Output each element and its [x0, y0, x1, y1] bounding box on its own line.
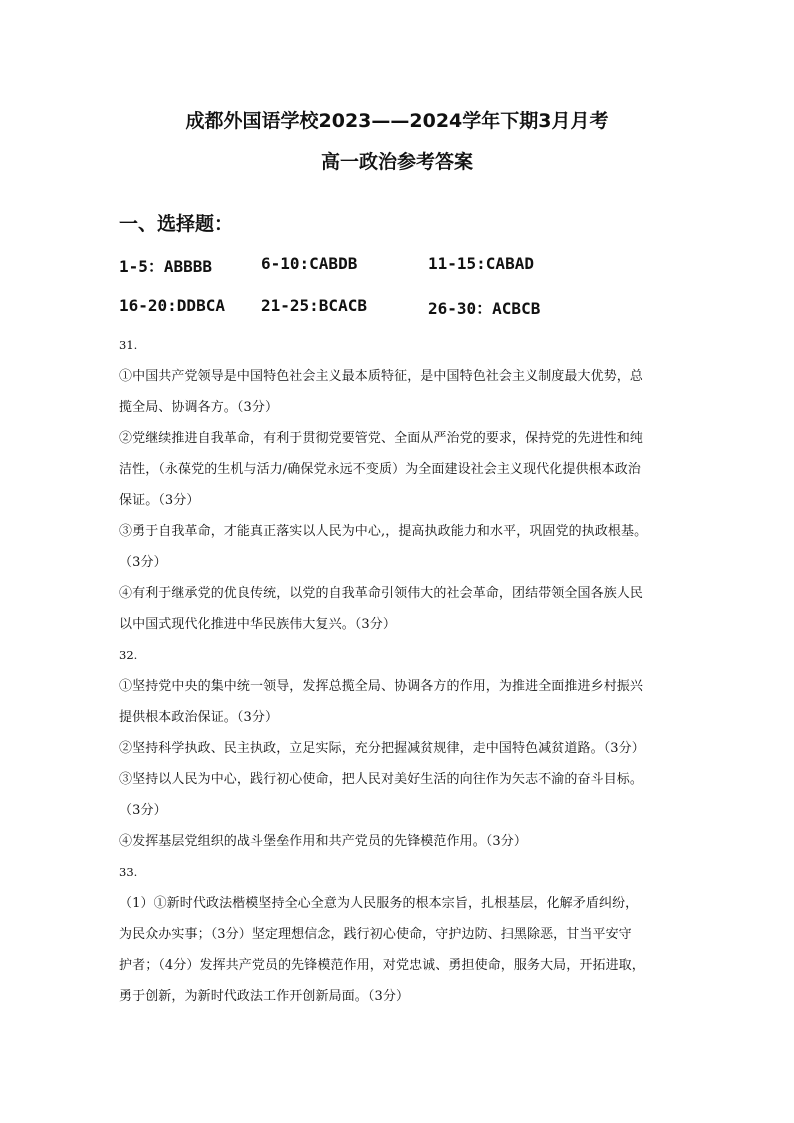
answer-line: ①坚持党中央的集中统一领导，发挥总揽全局、协调各方的作用，为推进全面推进乡村振兴	[119, 679, 644, 694]
answer-group: 11-15:CABAD	[428, 254, 534, 273]
answer-line: 保证。（3分）	[119, 493, 200, 508]
answer-line: ④有利于继承党的优良传统，以党的自我革命引领伟大的社会革命，团结带领全国各族人民	[119, 586, 644, 601]
answer-line: ③坚持以人民为中心，践行初心使命，把人民对美好生活的向往作为矢志不渝的奋斗目标。	[119, 772, 644, 787]
answer-group: 1-5：ABBBB	[119, 257, 213, 276]
answer-line: ④发挥基层党组织的战斗堡垒作用和共产党员的先锋模范作用。（3分）	[119, 834, 527, 849]
answer-line: （1）①新时代政法楷模坚持全心全意为人民服务的根本宗旨，扎根基层，化解矛盾纠纷，	[119, 896, 639, 911]
answer-group: 16-20:DDBCA	[119, 296, 225, 315]
answer-line: （3分）	[119, 803, 167, 818]
answer-group: 6-10:CABDB	[261, 254, 358, 273]
answer-line: 揽全局、协调各方。（3分）	[119, 400, 279, 415]
answer-line: （3分）	[119, 555, 167, 570]
answer-line: ②坚持科学执政、民主执政，立足实际，充分把握减贫规律，走中国特色减贫道路。（3分）	[119, 741, 645, 756]
question-number-31: 31.	[119, 338, 138, 352]
answer-group: 26-30：ACBCB	[428, 299, 541, 318]
answer-line: 提供根本政治保证。（3分）	[119, 710, 279, 725]
document-title: 成都外国语学校2023——2024学年下期3月月考	[185, 110, 609, 132]
answer-group: 21-25:BCACB	[261, 296, 367, 315]
answer-line: ②党继续推进自我革命，有利于贯彻党要管党、全面从严治党的要求，保持党的先进性和纯	[119, 431, 644, 446]
answer-line: 洁性，（永葆党的生机与活力/确保党永远不变质）为全面建设社会主义现代化提供根本政治	[119, 462, 641, 477]
answer-line: 以中国式现代化推进中华民族伟大复兴。（3分）	[119, 617, 396, 632]
answer-line: 为民众办实事；（3分）坚定理想信念，践行初心使命，守护边防、扫黑除恶，甘当平安守	[119, 927, 632, 942]
answer-line: 护者；（4分）发挥共产党员的先锋模范作用，对党忠诚、勇担使命，服务大局，开拓进取，	[119, 958, 645, 973]
answer-line: 勇于创新，为新时代政法工作开创新局面。（3分）	[119, 989, 410, 1004]
question-number-33: 33.	[119, 865, 138, 879]
answer-line: ①中国共产党领导是中国特色社会主义最本质特征，是中国特色社会主义制度最大优势，总	[119, 369, 644, 384]
section-heading-choice: 一、选择题：	[119, 213, 234, 235]
answer-line: ③勇于自我革命，才能真正落实以人民为中心,，提高执政能力和水平，巩固党的执政根基。	[119, 524, 648, 539]
question-number-32: 32.	[119, 648, 138, 662]
answer-body	[119, 330, 691, 1012]
document-subtitle: 高一政治参考答案	[320, 151, 473, 173]
